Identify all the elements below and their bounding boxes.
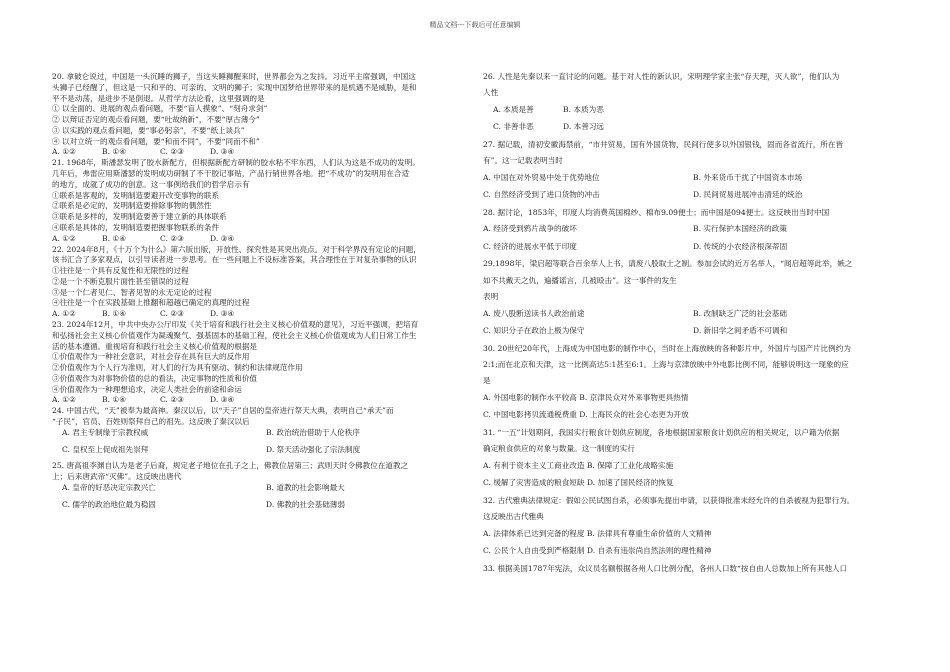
question-text-line: 21. 1968年，斯潘瑟发明了胶水新配方，但根据新配方研制的胶水粘不牢东西，人们认为这是不成功的发明。 [52,158,420,168]
answer-choice: D. 新旧学之间矛盾不可调和 [693,326,788,336]
answer-choice: D. 祭天活动强化了宗法制度 [266,444,361,454]
answer-choice: C. 公民个人自由受到严格限制 D. 自杀有违崇尚自然法则的理性精神 [483,546,712,556]
answer-choice: B. ①④ [102,309,127,319]
answer-choices-row [52,147,460,158]
answer-choices-row [483,529,893,539]
question-text-line: 有”。这一记载表明当时 [483,156,563,166]
answer-choice: C. 自然经济受到了进口货物的冲击 [483,190,600,200]
question-text-line: 33. 根据美国1787年宪法，众议员名额根据各州人口比例分配，各州人口数“按自由人总数加上所有其他人口 [483,563,848,573]
question-text-line: 2:1;而在北京和天津，这一比例高达5:1甚至6:1。上海与京津放映中外电影比例不同，能够说明这一现象的应 [483,359,849,369]
statement-option: ④ 以对立统一的观点看问题，要“和而不同”，不要“同而不和” [52,136,260,146]
answer-choices-row [52,500,460,511]
question-block [483,428,893,489]
answer-choice: D. 民间贸易进展冲击清廷的统治 [693,190,803,200]
question-text-line: 该书汇合了多家观点，以引导读者进一步思考。在一些问题上不设标准答案，其合理性在于对复杂事物的认识 [52,255,417,265]
question-block [483,344,893,421]
question-text-line: 的地方，成就了成功的创意。这一事例给我们的哲学启示有 [52,179,250,189]
answer-choice: C. 非善非恶 [493,122,534,132]
answer-choice: B. 实行保护本国经济的政策 [693,224,787,234]
answer-choice: D. ③④ [210,233,235,243]
answer-choice: C. ②③ [160,309,184,319]
answer-choice: A. ①② [52,233,76,243]
answer-choice: D. 本善习远 [563,122,605,132]
question-text-line: 和弘扬社会主义核心价值观作为凝魂聚气、强基固本的基础工程，使社会主义核心价值观成为人们日常工作生 [52,330,417,340]
answer-choice: B. ①④ [102,395,127,405]
question-text-line: 29.1898年，梁启超等联合百余举人上书，请废八股取士之制。参加会试的近万名举人，“闻启超等此举，嫉之 [483,259,853,269]
right-column [483,72,893,580]
question-text-line: 表明 [483,292,499,302]
question-text-line: 31. “一五”计划期间，我国实行粮食计划供应制度，各地根据国家粮食计划供应的相关规定，以户籍为依据 [483,427,840,437]
answer-choice: C. ②③ [160,147,184,157]
question-block [483,72,893,133]
answer-choices-row [483,224,893,234]
statement-option: ②联系是必定的，发明制造要排除事物的偶然性 [52,201,212,211]
answer-choice: C. 经济的进展水平低于印度 [483,241,577,251]
question-text-line: 人性 [483,88,499,98]
answer-choice: B. ①④ [102,147,127,157]
answer-choice: A. 皇帝的好恶决定宗教兴亡 [62,482,156,492]
answer-choice: A. 外国电影的制作水平较高 B. 京津民众对外来事物更具热情 [483,392,689,402]
answer-choice: A. ①② [52,147,76,157]
answer-choice: C. 知识分子在政治上极为保守 [483,326,585,336]
statement-option: ④价值观作为一种理想追求，决定人类社会的前途和命运 [52,384,242,394]
question-text-line: 20. 拿破仑说过，中国是一头沉睡的狮子，当这头睡狮醒来时，世界都会为之发抖。习近平主席强调，中国这 [52,72,416,81]
question-text-line: 25. 唐高祖李渊自认为是老子后裔，规定老子地位在孔子之上，佛教位居第三；武则天时令佛教位在道教之 [52,461,409,471]
question-text-line: 22. 2024年8月，《十万个为什么》第六版出版，开放性、探究性是其突出亮点。对于科学界没有定论的问题， [52,244,421,254]
page-header: 精品文档---下载后可任意编辑 [429,21,521,29]
question-text-line: 几年后，弗雷应用斯潘瑟的发明成功研制了不干胶记事贴，产品行销世界各地。把“不成功”的发明用在合适 [52,169,410,179]
answer-choice: C. ②③ [160,233,184,243]
answer-choice: A. 废八股断送读书人政治前途 [483,308,585,318]
answer-choice: A. 中国在对外贸易中处于优势地位 [483,172,600,182]
answer-choice: B. 政治统治借助于人伦秩序 [266,427,360,437]
statement-option: ③是一个仁者见仁、智者见智的永无定论的过程 [52,287,212,297]
question-text-line: 30. 20世纪20年代，上海成为中国电影的制作中心，当时在上海放映的各种影片中，外国片与国产片比例约为 [483,343,851,353]
question-text-line: 活的基本遵循。重视培育和践行社会主义核心价值观的根据是 [52,341,258,351]
answer-choice: A. 本质是善 [493,104,534,114]
answer-choice: A. 有利于资本主义工商业改造 B. 保障了工业化战略实施 [483,460,674,470]
question-block [52,320,460,406]
answer-choice: C. 皇权至上促成祖先崇拜 [62,444,149,454]
statement-option: ②价值观作为个人行为准则，对人们的行为具有驱动、制约和法律规范作用 [52,363,303,373]
answer-choice: D. ③④ [210,147,235,157]
statement-option: ③联系是多样的，发明制造要善于建立新的具体联系 [52,212,227,222]
answer-choice: C. 中国电影拷贝流通税费重 D. 上海民众的社会心态更为开放 [483,410,689,420]
answer-choices-row [52,234,460,245]
answer-choices-row [483,173,893,183]
question-text-line: 27. 据记载，清初安徽海禁前，“市井贸易，国有外国货物，民间行使多以外国银钱，固而各省流行，所在皆 [483,139,844,149]
question-block [483,259,893,336]
answer-choices-row [483,461,893,471]
statement-option: ②是一个不断克服片面性甚至错误的过程 [52,276,189,286]
answer-choice: D. 佛教的社会基础薄弱 [266,499,345,509]
question-text-line: 23. 2024年12月，中共中央办公厅印发《关于培育和践行社会主义核心价值观的意见》，习近平强调，把培育 [52,319,419,329]
question-block [483,208,893,252]
answer-choice: B. 道教的社会影响最大 [266,482,345,492]
answer-choices-row [483,326,893,336]
question-block [52,72,460,158]
statement-option: ③价值观作为对事物价值的总的看法，决定事物的性质和价值 [52,373,258,383]
answer-choices-row [483,190,893,200]
statement-option: ①联系是客观的，发明制造要避开改变事物的联系 [52,190,220,200]
statement-option: ①价值观作为一种社会意识，对社会存在具有巨大的反作用 [52,352,250,362]
answer-choice: C. 缓解了灾害造成的粮食短缺 D. 加速了国民经济的恢复 [483,478,674,488]
answer-choices-row [483,309,893,319]
question-block [52,245,460,320]
answer-choice: B. ①④ [102,233,127,243]
statement-option: ④往往是一个在实践基础上推翻和超越已确定的真理的过程 [52,298,250,308]
answer-choices-row [52,445,460,456]
question-block [483,496,893,557]
question-text-line: 24. 中国古代，“天”被奉为最高神。秦汉以后，以“天子”自居的皇帝进行祭天大典，表明自己“承天”而 [52,406,394,416]
question-text-line: 32. 古代雅典法律规定：假如公民试图自杀，必须事先提出申请，以获得批准未经允许的自杀被视为犯罪行为。 [483,495,855,505]
answer-choices-row [483,478,893,488]
answer-choices-row [483,122,893,132]
statement-option: ① 以全面的、进展的观点看问题，不要“盲人摸象”、“刻舟求剑” [52,104,268,114]
answer-choices-row [483,410,893,420]
question-block [52,406,460,461]
answer-choices-row [52,483,460,494]
question-block [483,564,893,574]
answer-choices-row [52,395,460,406]
question-text-line: 上；后来唐武帝“灭佛”。这反映出唐代 [52,472,182,482]
statement-option: ④联系是具体的，发明制造要把握事物联系的条件 [52,222,220,232]
statement-option: ③ 以实践的观点看问题，要“事必躬亲”，不要“纸上谈兵” [52,125,245,135]
answer-choice: B. 本质为恶 [563,104,604,114]
question-text-line: 28. 据讨论，1853年，印度人均消费英国棉纱、棉布9.09便士；而中国是094便士。这反映出当时中国 [483,207,830,217]
question-text-line: 如不共戴天之仇，遍播谣言，几被殴击”。这一事件的发生 [483,275,677,285]
question-text-line: 这反映出古代雅典 [483,512,544,522]
statement-option: ①往往是一个具有反复性和无限性的过程 [52,266,189,276]
answer-choice: D. ③④ [210,309,235,319]
question-text-line: 平不是动荡，是进步不是倒退。从哲学方法论看，这里强调的是 [52,93,265,103]
question-text-line: 确定粮食供应的对象与数量。这一制度的实行 [483,444,635,454]
question-block [483,140,893,201]
answer-choice: B. 外来货币干扰了中国资本市场 [693,172,803,182]
question-block [52,158,460,244]
answer-choice: C. 儒学的政治地位最为稳固 [62,499,156,509]
answer-choice: B. 改制缺乏广泛的社会基础 [693,308,787,318]
answer-choice: A. 经济受到鸦片战争的破坏 [483,224,577,234]
question-text-line: 是 [483,376,491,386]
answer-choice: A. ①② [52,395,76,405]
answer-choice: D. 传统的小农经济根深蒂固 [693,241,788,251]
answer-choices-row [483,546,893,556]
answer-choices-row [483,393,893,403]
answer-choice: A. 君主专制缘于宗教权威 [62,427,149,437]
answer-choices-row [52,428,460,439]
question-text-line: 26. 人性是先秦以来一直讨论的问题。基于对人性的新认识，宋明理学家主张“存天理，灭人欲”，他们认为 [483,72,840,81]
question-text-line: “子民”，官员、百姓则祭拜自己的祖先。这反映了秦汉以后 [52,417,250,426]
answer-choice: D. ③④ [210,395,235,405]
answer-choice: A. 法律体系已达到完备的程度 B. 法律具有尊重生命价值的人文精神 [483,528,712,538]
question-block [52,461,460,516]
answer-choices-row [483,242,893,252]
answer-choices-row [483,105,893,115]
answer-choices-row [52,309,460,320]
statement-option: ② 以辩证否定的观点看问题，要“吐故纳新”，不要“厚古薄今” [52,115,260,125]
answer-choice: C. ②③ [160,395,184,405]
answer-choice: A. ①② [52,309,76,319]
left-column [52,72,460,516]
question-text-line: 头狮子已经醒了，但这是一只和平的、可亲的、文明的狮子；实现中国梦给世界带来的是机遇不是威胁，是和 [52,82,417,92]
